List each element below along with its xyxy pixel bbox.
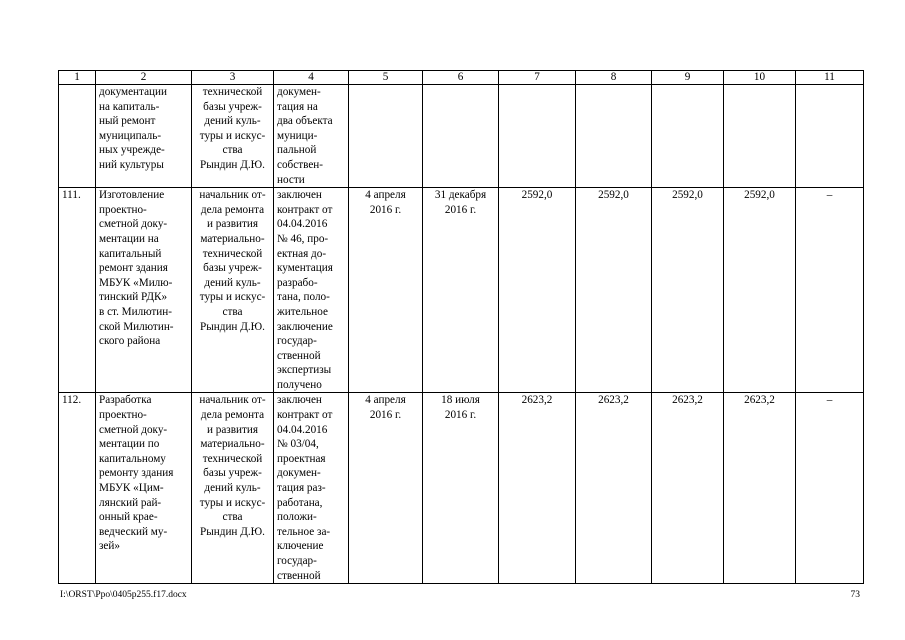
start-date: 4 апреля 2016 г. (349, 393, 423, 584)
value-col-10: 2623,2 (724, 393, 796, 584)
responsible: начальник от- дела ремонта и развития материально- технической базы учреж- дений куль- туры и искус- ства Рындин Д.Ю. (192, 188, 274, 393)
document-table (58, 70, 864, 584)
column-header-7: 7 (499, 71, 576, 85)
column-header-8: 8 (576, 71, 652, 85)
value-col-7: 2623,2 (499, 393, 576, 584)
table-row (59, 393, 864, 584)
task-name: документации на капиталь- ный ремонт муниципаль- ных учрежде- ний культуры (96, 85, 192, 188)
value-col-8 (576, 85, 652, 188)
end-date (423, 85, 499, 188)
end-date: 31 декабря 2016 г. (423, 188, 499, 393)
result: заключен контракт от 04.04.2016 № 03/04, проектная докумен- тация раз- работана, положи- тельное за- ключение государ- ственной (274, 393, 349, 584)
value-col-8: 2623,2 (576, 393, 652, 584)
value-col-7 (499, 85, 576, 188)
column-header-9: 9 (652, 71, 724, 85)
column-header-2: 2 (96, 71, 192, 85)
value-col-11 (796, 85, 864, 188)
column-header-3: 3 (192, 71, 274, 85)
value-col-9: 2592,0 (652, 188, 724, 393)
footer-file-path: I:\ORST\Ppo\0405p255.f17.docx (60, 590, 187, 600)
column-header-1: 1 (59, 71, 96, 85)
column-header-5: 5 (349, 71, 423, 85)
table-row (59, 85, 864, 188)
row-number (59, 85, 96, 188)
responsible: начальник от- дела ремонта и развития материально- технической базы учреж- дений куль- туры и искус- ства Рындин Д.Ю. (192, 393, 274, 584)
start-date: 4 апреля 2016 г. (349, 188, 423, 393)
value-col-11: – (796, 188, 864, 393)
value-col-9 (652, 85, 724, 188)
value-col-7: 2592,0 (499, 188, 576, 393)
value-col-8: 2592,0 (576, 188, 652, 393)
column-header-6: 6 (423, 71, 499, 85)
responsible: технической базы учреж- дений куль- туры и искус- ства Рындин Д.Ю. (192, 85, 274, 188)
table-row (59, 188, 864, 393)
row-number: 112. (59, 393, 96, 584)
task-name: Разработка проектно- сметной доку- ментации по капитальному ремонту здания МБУК «Цим- лянский рай- онный крае- ведческий му- зей» (96, 393, 192, 584)
page-number: 73 (850, 590, 860, 600)
column-header-4: 4 (274, 71, 349, 85)
task-name: Изготовление проектно- сметной доку- ментации на капитальный ремонт здания МБУК «Милю- тинский РДК» в ст. Милютин- ской Милютин- ского района (96, 188, 192, 393)
header-row (59, 71, 864, 85)
end-date: 18 июля 2016 г. (423, 393, 499, 584)
result: докумен- тация на два объекта муници- пальной собствен- ности (274, 85, 349, 188)
value-col-10: 2592,0 (724, 188, 796, 393)
value-col-9: 2623,2 (652, 393, 724, 584)
column-header-11: 11 (796, 71, 864, 85)
column-header-10: 10 (724, 71, 796, 85)
start-date (349, 85, 423, 188)
result: заключен контракт от 04.04.2016 № 46, про- ектная до- кументация разрабо- тана, поло- жительное заключение государ- ственной экспертизы получено (274, 188, 349, 393)
value-col-10 (724, 85, 796, 188)
row-number: 111. (59, 188, 96, 393)
value-col-11: – (796, 393, 864, 584)
